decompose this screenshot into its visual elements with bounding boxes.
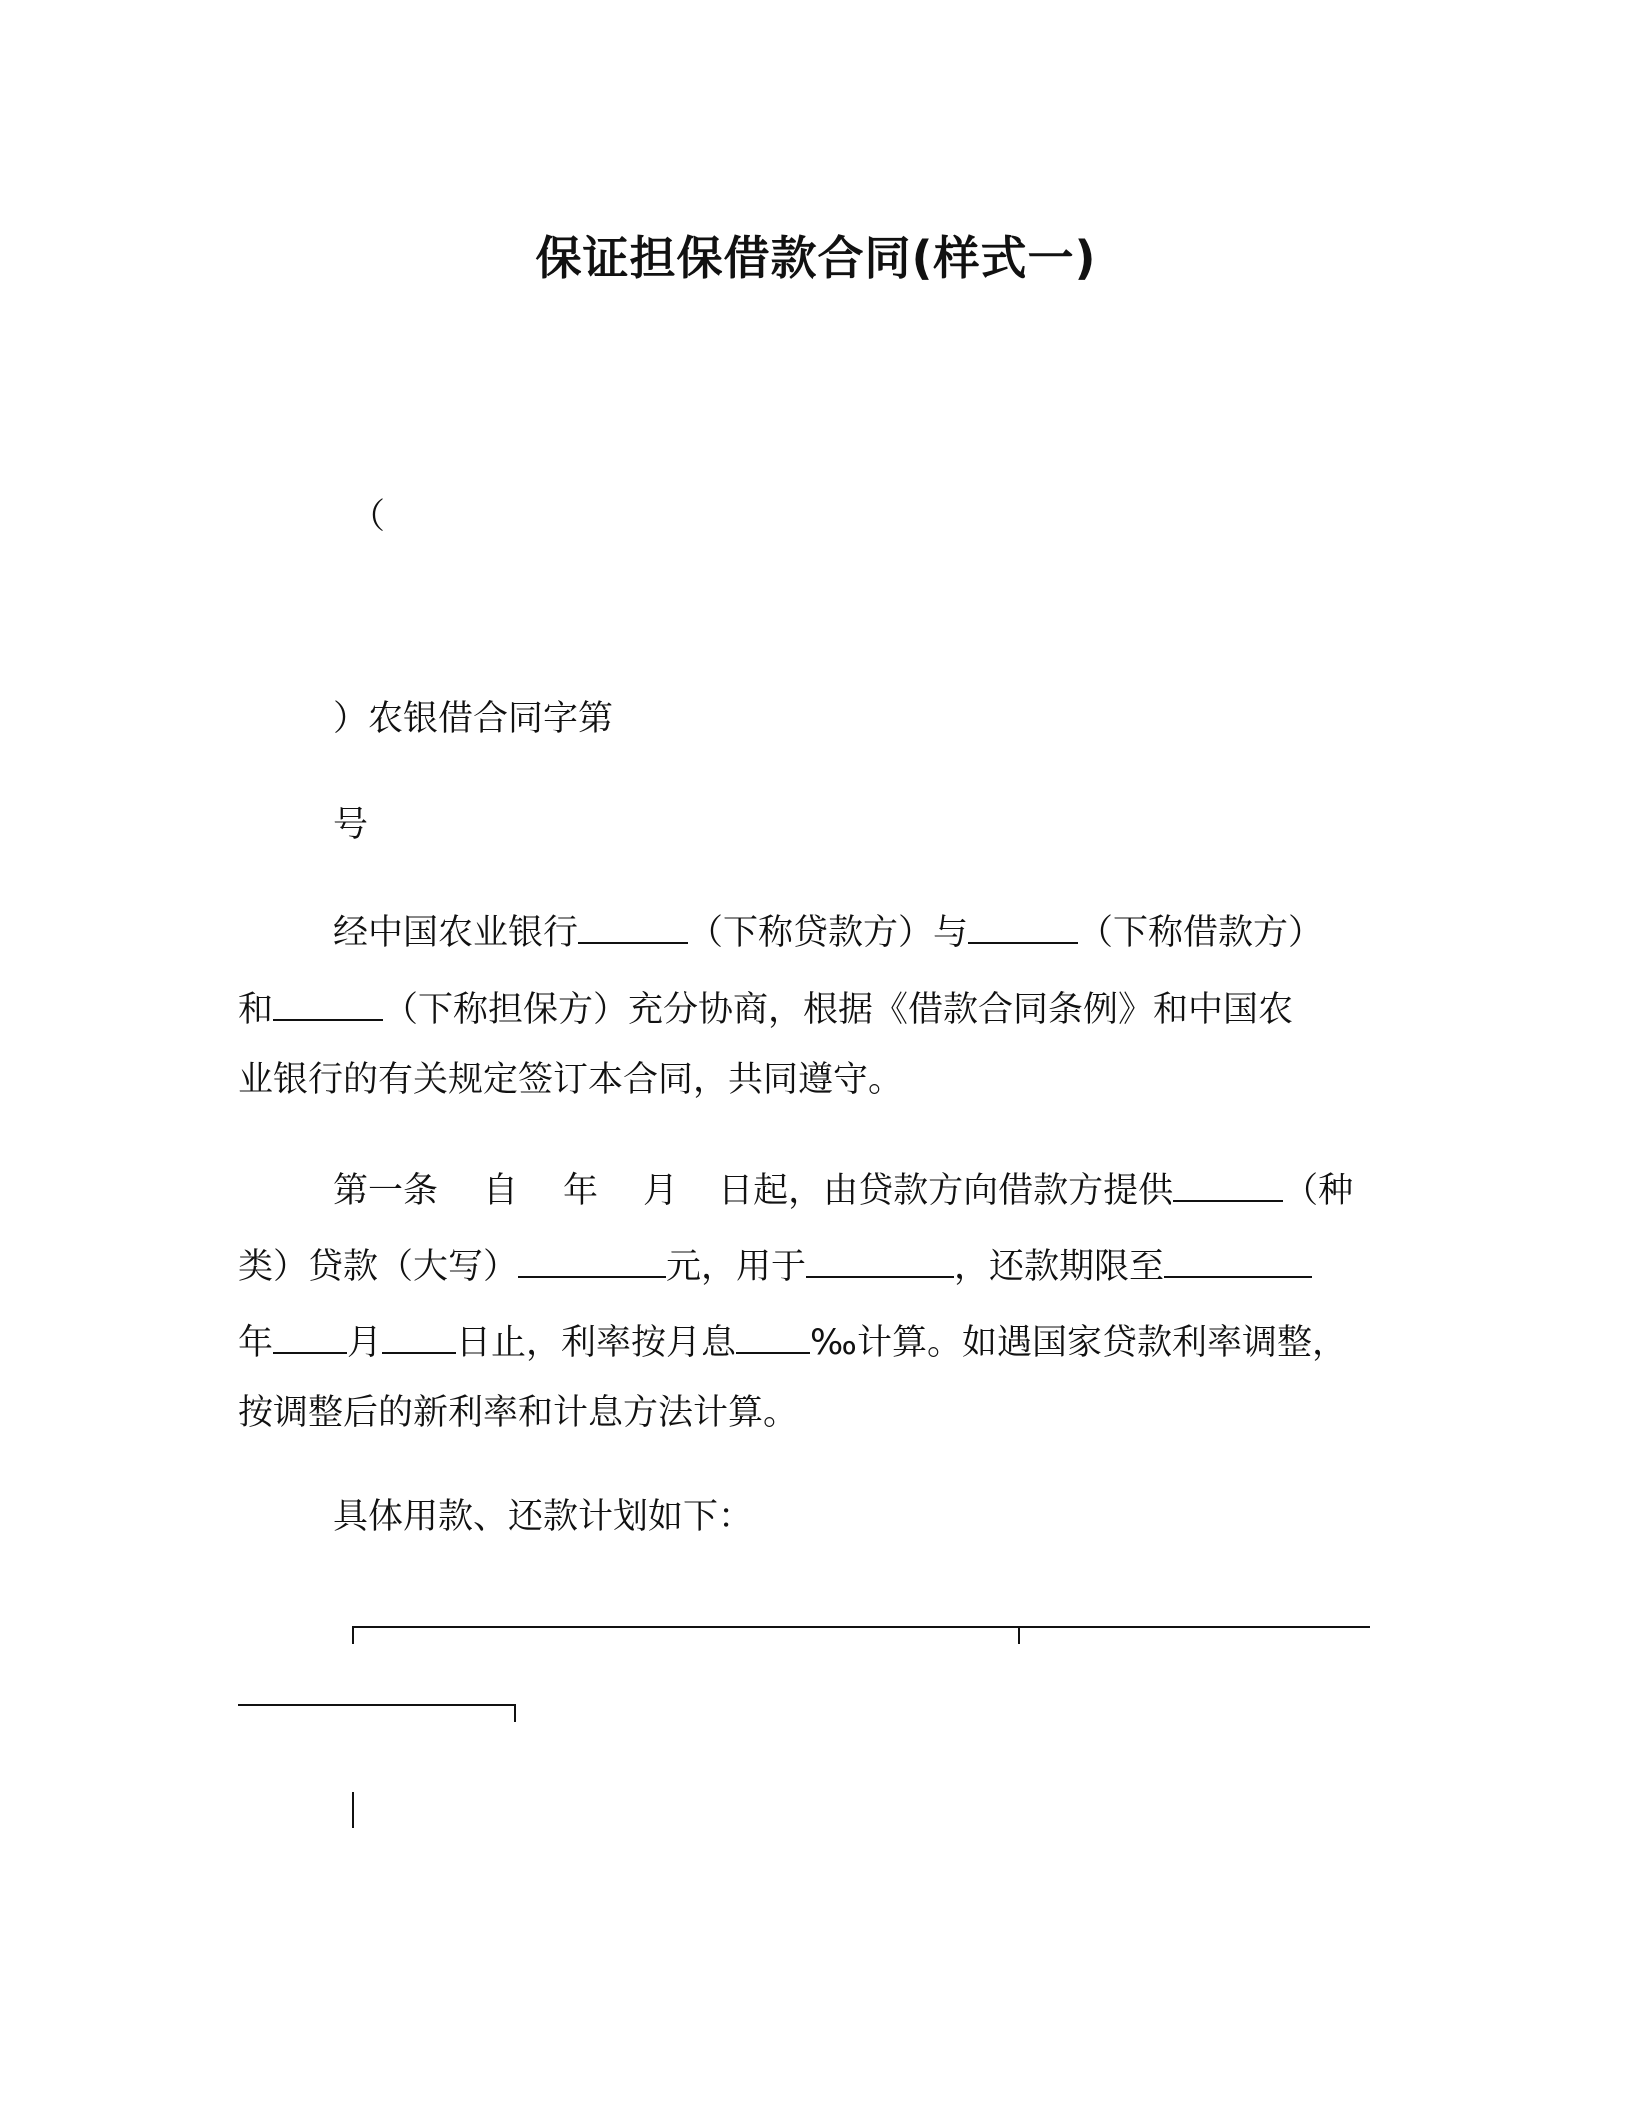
table-mid-tick xyxy=(1018,1626,1020,1644)
document-title: 保证担保借款合同(样式一) xyxy=(535,231,1097,285)
table-second-border xyxy=(238,1704,516,1706)
loan-type-blank[interactable] xyxy=(1173,1168,1283,1202)
day-blank[interactable] xyxy=(382,1320,456,1354)
intro-text: （下称担保方）充分协商，根据《借款合同条例》和中国农 xyxy=(383,990,1294,1030)
article-number: 第一条 xyxy=(333,1171,439,1211)
month-blank[interactable] xyxy=(273,1320,347,1354)
table-left-edge xyxy=(352,1792,354,1828)
article-text: 元，用于 xyxy=(666,1247,807,1287)
intro-text: 和 xyxy=(238,990,274,1030)
article1-line-3 xyxy=(238,1320,1347,1361)
article-text: ‰计算。如遇国家贷款利率调整， xyxy=(810,1323,1348,1363)
article-text: 月 xyxy=(643,1171,679,1211)
contract-no-suffix: 号 xyxy=(333,805,369,845)
intro-line-1 xyxy=(333,910,1323,951)
intro-line-2 xyxy=(238,987,1293,1028)
article1-line-2 xyxy=(238,1244,1312,1285)
article1-line-1 xyxy=(333,1168,1353,1209)
lender-blank[interactable] xyxy=(578,910,688,944)
article-text: ，还款期限至 xyxy=(954,1247,1165,1287)
article-text: 类）贷款（大写） xyxy=(238,1247,519,1287)
contract-no-open-paren: （ xyxy=(350,497,386,537)
contract-no-text: ）农银借合同字第 xyxy=(333,699,614,739)
article-text: 年 xyxy=(563,1171,599,1211)
due-date-blank[interactable] xyxy=(1164,1244,1312,1278)
article-text: 日起，由贷款方向借款方提供 xyxy=(718,1171,1174,1211)
intro-line-3: 业银行的有关规定签订本合同，共同遵守。 xyxy=(238,1060,904,1100)
table-top-border xyxy=(352,1626,1370,1628)
table-second-tick xyxy=(514,1704,516,1722)
article-text: （种 xyxy=(1283,1171,1354,1211)
schedule-heading: 具体用款、还款计划如下： xyxy=(333,1497,754,1537)
article-text: 月 xyxy=(347,1323,383,1363)
article1-line-4: 按调整后的新利率和计息方法计算。 xyxy=(238,1393,799,1433)
article-text: 日止，利率按月息 xyxy=(456,1323,737,1363)
intro-text: （下称贷款方）与 xyxy=(688,913,969,953)
table-left-tick xyxy=(352,1626,354,1644)
amount-blank[interactable] xyxy=(518,1244,666,1278)
borrower-blank[interactable] xyxy=(968,910,1078,944)
interest-rate-blank[interactable] xyxy=(736,1320,810,1354)
article-text: 年 xyxy=(238,1323,274,1363)
intro-text: 经中国农业银行 xyxy=(333,913,579,953)
guarantor-blank[interactable] xyxy=(273,987,383,1021)
purpose-blank[interactable] xyxy=(806,1244,954,1278)
intro-text: （下称借款方） xyxy=(1078,913,1324,953)
article-text: 自 xyxy=(483,1171,519,1211)
